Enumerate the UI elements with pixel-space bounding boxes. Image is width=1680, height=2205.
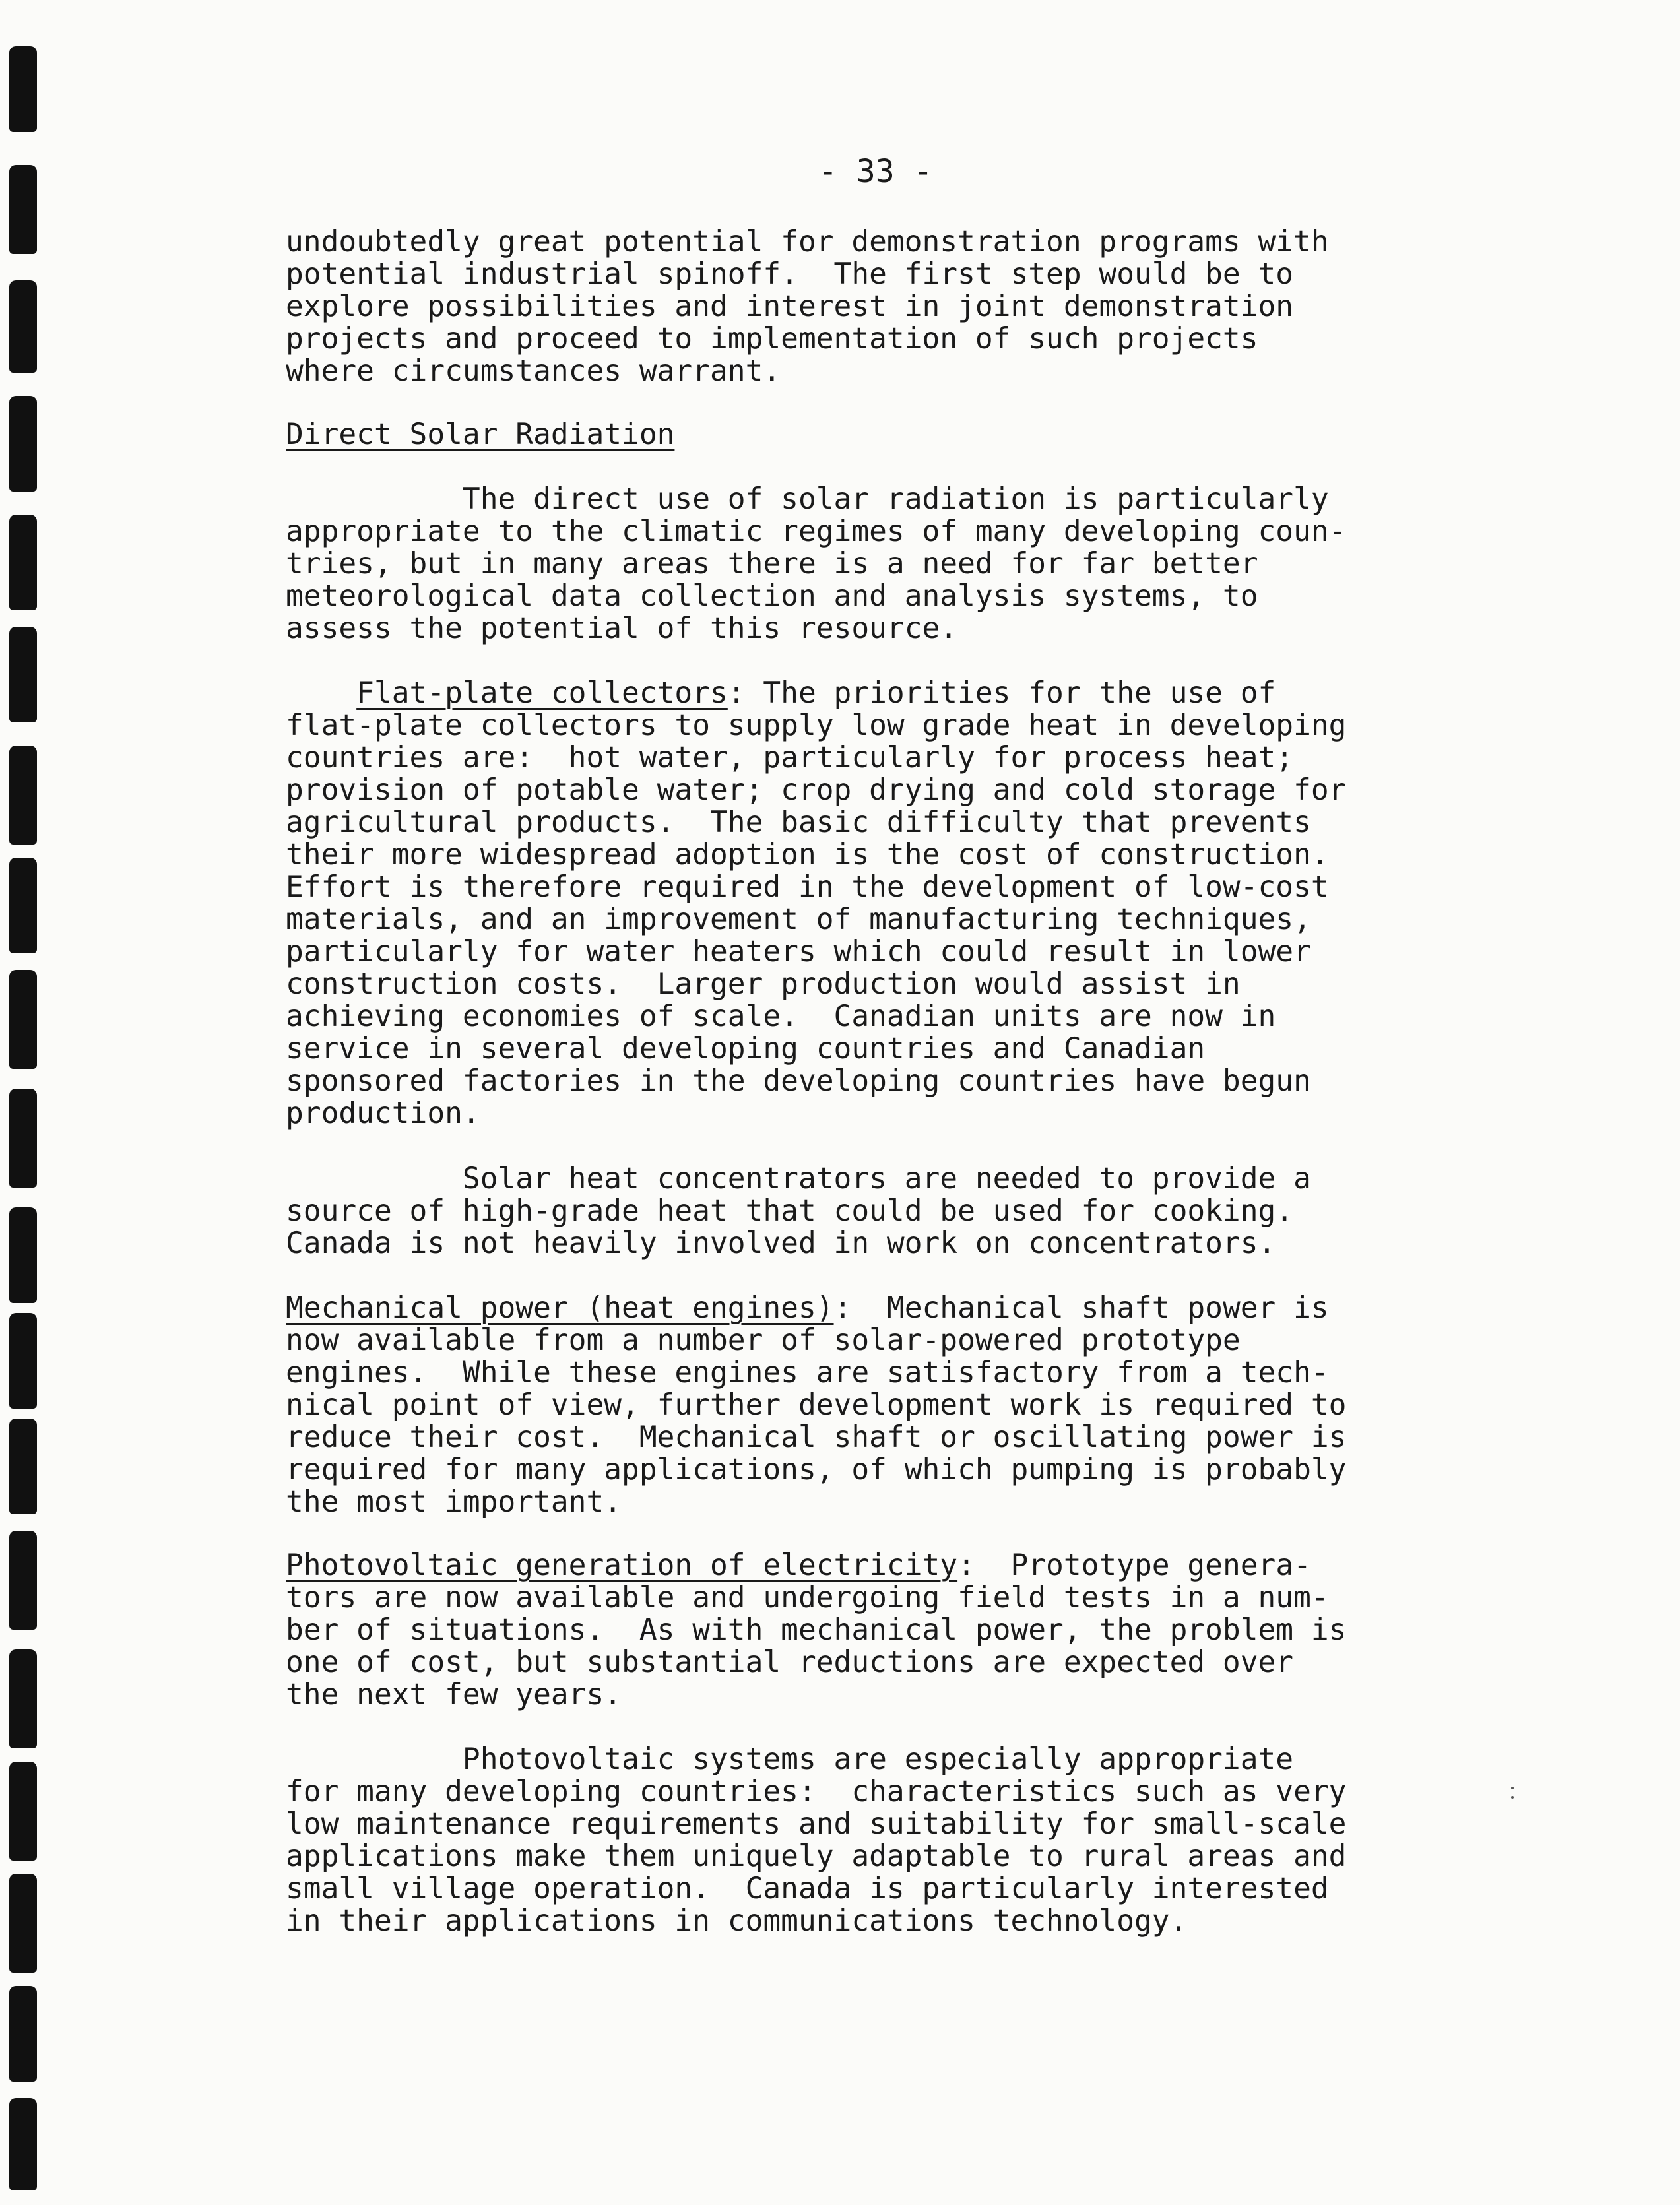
text-line: engines. While these engines are satisfactory from a tech- — [286, 1356, 1329, 1390]
paragraph-direct-use — [286, 483, 1346, 645]
binding-hole — [9, 1986, 37, 2082]
page-number: - 33 - — [818, 153, 933, 190]
text-line: tries, but in many areas there is a need for far better — [286, 547, 1258, 581]
binding-hole — [9, 746, 37, 845]
binding-hole — [9, 858, 37, 953]
binding-hole — [9, 1207, 37, 1303]
text-line: flat-plate collectors to supply low grade heat in developing — [286, 709, 1347, 742]
text-line: meteorological data collection and analysis systems, to — [286, 579, 1258, 613]
text-line: source of high-grade heat that could be used for cooking. — [286, 1194, 1294, 1228]
text-line: materials, and an improvement of manufacturing techniques, — [286, 903, 1311, 936]
text-line: required for many applications, of which pumping is probably — [286, 1453, 1347, 1486]
paragraph-mechanical-power — [286, 1292, 1346, 1518]
text-line: production. — [286, 1097, 480, 1130]
paragraph-photovoltaic-generation — [286, 1549, 1346, 1711]
text-line: small village operation. Canada is particularly interested — [286, 1872, 1329, 1905]
text-line: reduce their cost. Mechanical shaft or oscillating power is — [286, 1421, 1347, 1454]
binding-hole — [9, 627, 37, 722]
text-line: nical point of view, further development work is required to — [286, 1388, 1347, 1422]
text-line — [286, 677, 1346, 709]
text-line: potential industrial spinoff. The first step would be to — [286, 257, 1294, 291]
text-line: for many developing countries: characteristics such as very — [286, 1775, 1347, 1808]
binding-hole — [9, 515, 37, 610]
binding-hole — [9, 165, 37, 254]
text-line: particularly for water heaters which could result in lower — [286, 935, 1311, 969]
text-line: tors are now available and undergoing field tests in a num- — [286, 1581, 1329, 1614]
text-line: service in several developing countries and Canadian — [286, 1032, 1206, 1066]
paragraph-photovoltaic-systems — [286, 1743, 1346, 1937]
text-line: the most important. — [286, 1485, 622, 1519]
text-line: agricultural products. The basic difficulty that prevents — [286, 806, 1311, 839]
binding-hole — [9, 970, 37, 1069]
subheading-photovoltaic-generation: Photovoltaic generation of electricity — [286, 1549, 958, 1582]
text-line: Solar heat concentrators are needed to provide a — [286, 1162, 1311, 1196]
binding-hole — [9, 1649, 37, 1748]
text-line: undoubtedly great potential for demonstration programs with — [286, 225, 1329, 259]
text-line-rest: : Mechanical shaft power is — [833, 1291, 1329, 1325]
binding-hole — [9, 1531, 37, 1630]
text-line: Effort is therefore required in the development of low-cost — [286, 870, 1329, 904]
text-line: applications make them uniquely adaptable to rural areas and — [286, 1839, 1347, 1873]
text-line: the next few years. — [286, 1678, 622, 1711]
text-line — [286, 1292, 1346, 1324]
binding-holes — [0, 0, 66, 2205]
text-line: Canada is not heavily involved in work on concentrators. — [286, 1227, 1276, 1260]
text-line-rest: : Prototype genera- — [957, 1549, 1311, 1582]
text-line: construction costs. Larger production would assist in — [286, 967, 1241, 1001]
paragraph-demonstration-programs — [286, 226, 1329, 387]
text-line: countries are: hot water, particularly for process heat; — [286, 741, 1294, 775]
text-line: sponsored factories in the developing countries have begun — [286, 1064, 1311, 1098]
text-line — [286, 1549, 1346, 1582]
text-line: assess the potential of this resource. — [286, 612, 958, 645]
binding-hole — [9, 1874, 37, 1973]
text-line: provision of potable water; crop drying and cold storage for — [286, 773, 1347, 807]
text-line-rest: : The priorities for the use of — [727, 676, 1276, 710]
binding-hole — [9, 46, 37, 132]
text-line: appropriate to the climatic regimes of many developing coun- — [286, 515, 1347, 548]
scan-speck — [1511, 1787, 1514, 1789]
binding-hole — [9, 396, 37, 492]
section-heading-direct-solar-radiation: Direct Solar Radiation — [286, 418, 675, 451]
text-line: now available from a number of solar-powered prototype — [286, 1324, 1241, 1357]
text-line: where circumstances warrant. — [286, 354, 781, 388]
text-line: their more widespread adoption is the cost of construction. — [286, 838, 1329, 872]
text-line: achieving economies of scale. Canadian units are now in — [286, 1000, 1276, 1033]
subheading-mechanical-power: Mechanical power (heat engines) — [286, 1291, 834, 1325]
binding-hole — [9, 1419, 37, 1514]
binding-hole — [9, 1313, 37, 1409]
text-line: Photovoltaic systems are especially appropriate — [286, 1742, 1294, 1776]
paragraph-flat-plate-collectors — [286, 677, 1346, 1130]
text-line: projects and proceed to implementation of such projects — [286, 322, 1258, 356]
binding-hole — [9, 1762, 37, 1861]
text-line: The direct use of solar radiation is particularly — [286, 482, 1329, 516]
paragraph-solar-heat-concentrators — [286, 1163, 1311, 1260]
binding-hole — [9, 1089, 37, 1188]
text-line: low maintenance requirements and suitability for small-scale — [286, 1807, 1347, 1841]
subheading-flat-plate-collectors: Flat-plate collectors — [356, 676, 728, 710]
text-line: in their applications in communications technology. — [286, 1904, 1188, 1938]
text-line: one of cost, but substantial reductions are expected over — [286, 1646, 1294, 1679]
text-line: explore possibilities and interest in joint demonstration — [286, 290, 1294, 323]
binding-hole — [9, 2098, 37, 2190]
text-line: ber of situations. As with mechanical power, the problem is — [286, 1613, 1347, 1647]
binding-hole — [9, 280, 37, 373]
scan-speck — [1511, 1796, 1514, 1799]
